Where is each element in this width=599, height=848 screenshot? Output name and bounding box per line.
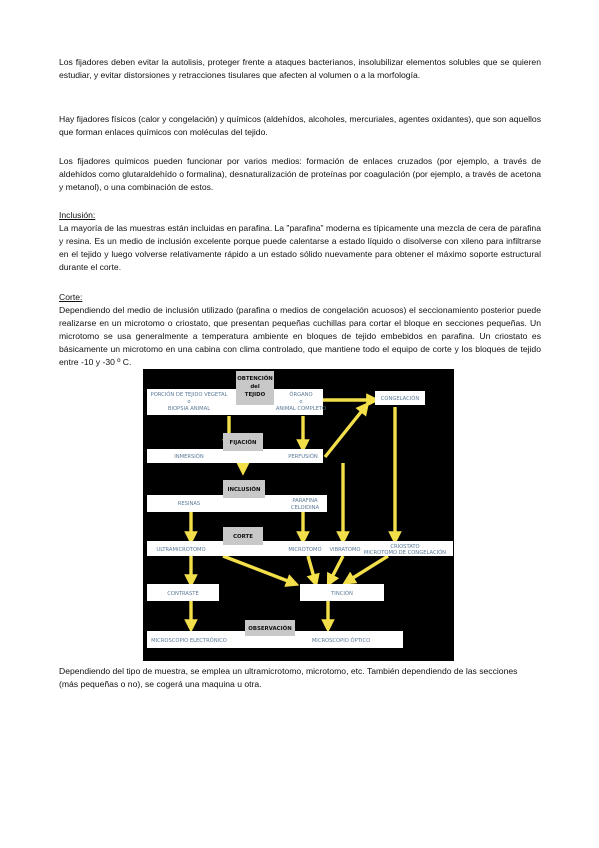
label-criostato-line1: CRIOSTATO bbox=[390, 544, 420, 550]
label-microtomo: MICROTOMO bbox=[288, 547, 322, 553]
stage-inclusion-label: INCLUSIÓN bbox=[227, 487, 261, 493]
stage-corte-label: CORTE bbox=[233, 534, 253, 540]
label-microscopio-electronico: MICROSCOPIO ELECTRÓNICO bbox=[151, 638, 227, 644]
arrow-criostato-tincion bbox=[348, 556, 388, 581]
arrow-ultramicrotomo-tincion bbox=[223, 556, 293, 583]
label-parafina-line1: PARAFINA bbox=[292, 498, 318, 504]
arrow-microtomo-tincion bbox=[308, 556, 315, 581]
label-tincion: TINCIÓN bbox=[331, 591, 353, 597]
label-microscopio-optico: MICROSCOPIO ÓPTICO bbox=[311, 638, 371, 644]
paragraph-fijadores-tipos: Hay fijadores físicos (calor y congelación) y químicos (aldehídos, alcoholes, mercuriales, agentes oxidantes), que son aquellos que forman enlaces químicos con moléculas del tejido. bbox=[59, 114, 541, 137]
stage-fijacion-label: FIJACIÓN bbox=[229, 440, 257, 446]
stage-obtencion-line1: OBTENCIÓN bbox=[237, 376, 273, 382]
label-organo-line3: ANIMAL COMPLETO bbox=[275, 406, 327, 412]
label-parafina-line2: CELOIDINA bbox=[290, 505, 320, 511]
inclusion-heading: Inclusión: bbox=[59, 210, 96, 220]
label-criostato-line2: MICROTOMO DE CONGELACIÓN bbox=[363, 550, 447, 556]
paragraph-fijadores-quimicos: Los fijadores químicos pueden funcionar por varios medios: formación de enlaces cruzados (por ejemplo, a través de aldehídos como glutaraldehído o formalina), desnaturalización de proteínas por coagulación (por ejemplo, a través de acetona y metanol), o una combinación de estos. bbox=[59, 156, 541, 192]
label-porcion-line3: BIOPSIA ANIMAL bbox=[167, 406, 211, 412]
flowchart-svg bbox=[143, 369, 454, 661]
stage-obtencion-line3: TEJIDO bbox=[244, 392, 266, 398]
paragraph-closing: Dependiendo del tipo de muestra, se emplea un ultramicrotomo, microtomo, etc. También dependiendo de las secciones (más pequeñas o no), se cogerá una maquina u otra. bbox=[59, 666, 518, 689]
paragraph-fijadores-funcion: Los fijadores deben evitar la autolisis, proteger frente a ataques bacterianos, insolubilizar elementos solubles que se quieren estudiar, y evitar distorsiones y retracciones tisulares que afecten al volumen o a la morfología. bbox=[59, 57, 541, 80]
arrow-vibratomo-tincion bbox=[330, 556, 343, 581]
label-contraste: CONTRASTE bbox=[167, 591, 199, 597]
arrow-perfusion-congelacion bbox=[325, 407, 365, 457]
tissue-processing-flowchart bbox=[143, 369, 454, 661]
label-ultramicrotomo: ULTRAMICROTOMO bbox=[156, 547, 206, 553]
label-porcion-line1: PORCIÓN DE TEJIDO VEGETAL bbox=[150, 392, 228, 398]
section-corte bbox=[59, 291, 541, 369]
label-organo-line2: o bbox=[299, 399, 303, 405]
corte-heading: Corte: bbox=[59, 292, 83, 302]
inclusion-text: La mayoría de las muestras están incluidas en parafina. La "parafina" moderna es típicamente una mezcla de cera de parafina y resina. Es un medio de inclusión excelente porque puede calentarse a estado líquido o disolverse con xileno para infiltrarse en el tejido y luego volverse relativamente rápido a un estado sólido nuevamente para obtener el máximo soporte estructural durante el corte. bbox=[59, 223, 541, 272]
label-porcion-line2: o bbox=[187, 399, 191, 405]
stage-obtencion-line2: del bbox=[250, 384, 260, 390]
label-organo-line1: ÓRGANO bbox=[289, 392, 313, 398]
stage-observacion-label: OBSERVACIÓN bbox=[248, 626, 292, 632]
label-inmersion: INMERSIÓN bbox=[174, 454, 204, 460]
section-inclusion bbox=[59, 209, 541, 274]
corte-text: Dependiendo del medio de inclusión utilizado (parafina o medios de congelación acuosos) el seccionamiento posterior puede realizarse en un microtomo o criostato, que presentan pequeñas cuchillas para cortar el bloque en secciones pequeñas. Un microtomo se usa generalmente a temperatura ambiente en bloques de tejido embebidos en parafina. Un criostato es básicamente un microtomo en una cabina con clima controlado, que mantiene todo el equipo de corte y los bloques de tejido entre -10 y -30 º C. bbox=[59, 305, 541, 367]
label-resinas: RESINAS bbox=[177, 501, 201, 507]
label-perfusion: PERFUSIÓN bbox=[288, 454, 318, 460]
label-vibratomo: VIBRATOMO bbox=[329, 547, 361, 553]
label-congelacion: CONGELACIÓN bbox=[380, 396, 420, 402]
